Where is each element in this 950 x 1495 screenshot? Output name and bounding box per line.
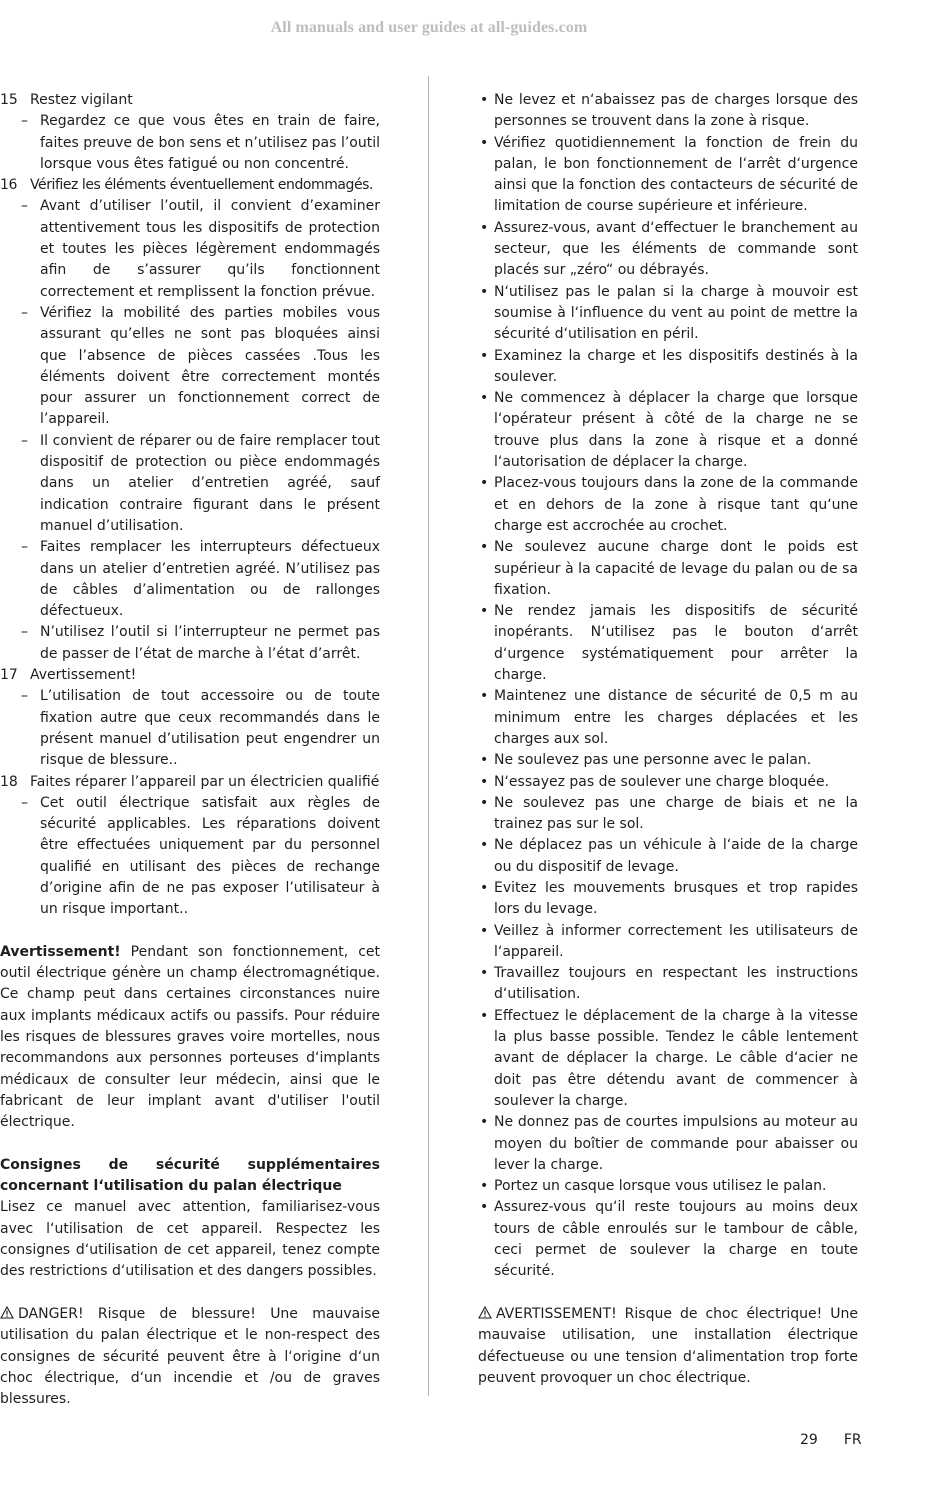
numbered-item-15	[0, 90, 380, 111]
bullet-item: • Portez un casque lorsque vous utilisez le palan.	[480, 1178, 827, 1195]
bullet-item: • Evitez les mouvements brusques et trop rapides lors du levage.	[480, 879, 858, 918]
bullet-item: • Ne soulevez pas une charge de biais et ne la trainez pas sur le sol.	[480, 794, 858, 833]
page-footer	[800, 1432, 862, 1448]
item-number: 15	[0, 92, 18, 108]
item-title: Restez vigilant	[30, 92, 133, 108]
section-heading: Consignes de sécurité supplémentaires concernant l‘utilisation du palan électrique	[0, 1156, 380, 1195]
page-number: 29	[800, 1432, 818, 1448]
item-number: 17	[0, 667, 18, 684]
left-column	[0, 90, 380, 1410]
bullet-item: • Ne déplacez pas un véhicule à l‘aide de la charge ou du dispositif de levage.	[480, 837, 858, 875]
dash-item: – Regardez ce que vous êtes en train de faire, faites preuve de bon sens et n’utilisez pas l’outil lorsque vous êtes fatigué ou non concentré.	[21, 113, 380, 172]
item-number: 16	[0, 177, 17, 194]
emf-warning-paragraph	[0, 942, 380, 1134]
warning-triangle-icon	[0, 1306, 14, 1319]
bullet-item: • N‘utilisez pas le palan si la charge à mouvoir est soumise à l‘influence du vent au point de mettre la sécurité d‘utilisation en péril.	[480, 283, 858, 343]
danger-paragraph	[0, 1304, 380, 1410]
bullet-item: • N‘essayez pas de soulever une charge bloquée.	[480, 773, 830, 790]
numbered-item-17	[0, 665, 380, 686]
electric-shock-warning-paragraph	[478, 1304, 858, 1389]
right-column	[478, 90, 858, 1389]
language-code: FR	[843, 1432, 862, 1448]
bullet-item: • Examinez la charge et les dispositifs destinés à la soulever.	[480, 347, 858, 385]
bullet-item: • Effectuez le déplacement de la charge à la vitesse la plus basse possible. Tendez le câble lentement avant de déplacer la charge. Le câble d‘acier ne doit pas être détendu avant de commencer à soulever la charge.	[480, 1007, 858, 1109]
safety-bullet-list	[478, 90, 858, 1283]
watermark-text: All manuals and user guides at all-guides.com	[270, 19, 588, 36]
dash-item: – Avant d’utiliser l’outil, il convient d’examiner attentivement tous les dispositifs de protection et toutes les pièces légèrement endommagés afin de s’assurer qu’ils fonctionnent correctement et remplissent la fonction prévue.	[21, 198, 380, 300]
item-number: 18	[0, 773, 18, 790]
bullet-item: • Veillez à informer correctement les utilisateurs de l‘appareil.	[480, 922, 858, 960]
numbered-item-18	[0, 772, 380, 793]
bullet-item: • Assurez-vous, avant d‘effectuer le branchement au secteur, que les éléments de commande sont placés sur „zéro“ ou débrayés.	[480, 219, 858, 279]
warning-triangle-icon	[478, 1306, 492, 1319]
warning-label: Avertissement!	[0, 943, 121, 960]
warning-text: AVERTISSEMENT! Risque de choc électrique! Une mauvaise utilisation, une installation électrique défectueuse ou une tension d‘alimentation trop forte peuvent provoquer un choc électrique.	[478, 1305, 858, 1386]
numbered-item-16	[0, 175, 380, 196]
item-title: Faites réparer l’appareil par un électricien qualifié	[30, 773, 380, 790]
item-title: Vérifiez les éléments éventuellement endommagés.	[30, 177, 373, 194]
bullet-item: • Ne commencez à déplacer la charge que lorsque l‘opérateur présent à côté de la charge ne se trouve plus dans la zone à risque et a donné l‘autorisation de déplacer la charge.	[480, 390, 858, 471]
dash-item: – N’utilisez l’outil si l’interrupteur ne permet pas de passer de l’état de marche à l’état d’arrêt.	[21, 624, 380, 662]
dash-item: – Faites remplacer les interrupteurs défectueux dans un atelier d’entretien agréé. N’utilisez pas de câbles d’alimentation ou de rallonges défectueux.	[21, 539, 380, 620]
bullet-item: • Travaillez toujours en respectant les instructions d‘utilisation.	[480, 965, 858, 1003]
bullet-item: • Placez-vous toujours dans la zone de la commande et en dehors de la zone à risque tant qu‘une charge est accrochée au crochet.	[480, 475, 858, 534]
bullet-item: • Ne soulevez pas une personne avec le palan.	[480, 752, 812, 769]
item-title: Avertissement!	[30, 667, 137, 684]
bullet-item: • Ne donnez pas de courtes impulsions au moteur au moyen du boîtier de commande pour abaisser ou lever la charge.	[480, 1114, 858, 1173]
column-divider	[428, 76, 429, 1396]
section-paragraph: Lisez ce manuel avec attention, familiarisez-vous avec l‘utilisation de cet appareil. Respectez les consignes d‘utilisation de cet appareil, tenez compte des restrictions d‘utilisation et des dangers possibles.	[0, 1199, 380, 1280]
warning-text: Pendant son fonctionnement, cet outil électrique génère un champ électromagnétique. Ce champ peut dans certaines circonstances nuire aux implants médicaux actifs ou passifs. Pour réduire les risques de blessures graves voire mortelles, nous recommandons aux personnes porteuses d‘implants médicaux de consulter leur médecin, ainsi que le fabricant de leur implant avant d'utiliser l'outil électrique.	[0, 943, 380, 1131]
danger-text: DANGER! Risque de blessure! Une mauvaise utilisation du palan électrique et le non-respect des consignes de sécurité peuvent être à l‘origine d‘un choc électrique, d‘un incendie et /ou de graves blessures.	[0, 1305, 380, 1408]
dash-item: – Il convient de réparer ou de faire remplacer tout dispositif de protection ou pièce endommagés dans un atelier d’entretien agréé, sauf indication contraire figurant dans le présent manuel d’utilisation.	[21, 432, 380, 534]
bullet-item: • Ne rendez jamais les dispositifs de sécurité inopérants. N‘utilisez pas le bouton d‘arrêt d‘urgence systématiquement pour arrêter la charge.	[480, 603, 858, 684]
dash-item: – L’utilisation de tout accessoire ou de toute fixation autre que ceux recommandés dans le présent manuel d’utilisation peut engendrer un risque de blessure..	[21, 688, 380, 769]
bullet-item: • Ne soulevez aucune charge dont le poids est supérieur à la capacité de levage du palan ou de sa fixation.	[480, 539, 858, 598]
bullet-item: • Assurez-vous qu‘il reste toujours au moins deux tours de câble enroulés sur le tambour de câble, ceci permet de soulever la charge en toute sécurité.	[480, 1199, 858, 1280]
dash-item: – Vérifiez la mobilité des parties mobiles vous assurant qu’elles ne sont pas bloquées ainsi que l’absence de pièces cassées .Tous les éléments doivent être correctement montés pour assurer un fonctionnement correct de l’appareil.	[21, 304, 380, 428]
bullet-item: • Vérifiez quotidiennement la fonction de frein du palan, le bon fonctionnement de l‘arrêt d‘urgence ainsi que la fonction des contacteurs de sécurité de limitation de course supérieure et inférieure.	[480, 134, 858, 215]
bullet-item: • Ne levez et n‘abaissez pas de charges lorsque des personnes se trouvent dans la zone à risque.	[480, 92, 858, 130]
bullet-item: • Maintenez une distance de sécurité de 0,5 m au minimum entre les charges déplacées et les charges aux sol.	[480, 688, 858, 747]
dash-item: – Cet outil électrique satisfait aux règles de sécurité applicables. Les réparations doivent être effectuées uniquement par du personnel qualifié en utilisant des pièces de rechange d’origine afin de ne pas exposer l’utilisateur à un risque important..	[21, 794, 380, 918]
